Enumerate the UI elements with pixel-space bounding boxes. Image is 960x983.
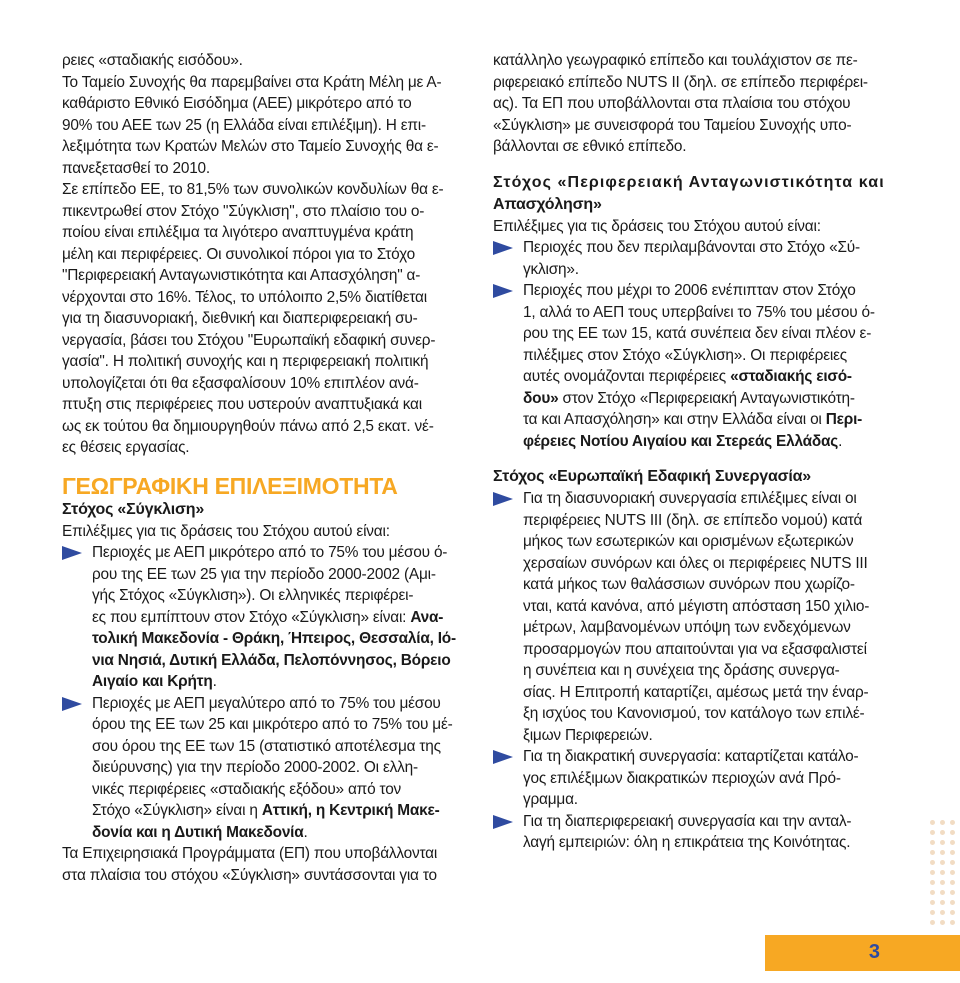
intro-paragraph — [62, 50, 466, 179]
text-line: πανεξετασθεί το 2010. — [62, 159, 210, 177]
decorative-dot — [930, 830, 935, 835]
spacer — [493, 452, 897, 466]
decorative-dot — [950, 830, 955, 835]
arrow-bullet-icon — [62, 546, 82, 560]
arrow-bullet-icon — [493, 815, 513, 829]
text-line: δου» στον Στόχο «Περιφερειακή Ανταγωνιστικότη- — [523, 389, 855, 407]
text-line: υπολογίζεται ότι θα εξασφαλίσουν 10% επιπλέον ανά- — [62, 374, 419, 392]
bullet-item — [493, 488, 897, 746]
text-line: Περιοχές που δεν περιλαμβάνονται στο Στόχο «Σύ- — [523, 239, 860, 256]
decorative-dot — [950, 860, 955, 865]
text-line: Περιοχές με ΑΕΠ μεγαλύτερο από το 75% του μέσου — [92, 694, 441, 712]
text-line: ας). Τα ΕΠ που υποβάλλονται στα πλαίσια του στόχου — [493, 95, 851, 112]
text-line: γος επιλέξιμων διακρατικών περιοχών ανά Πρό- — [523, 769, 841, 787]
text-line: τα και Απασχόληση» και στην Ελλάδα είναι οι Περι- — [523, 411, 863, 428]
text-line: γής Στόχος «Σύγκλιση»). Οι ελληνικές περιφέρει- — [92, 587, 414, 604]
decorative-dot — [950, 820, 955, 825]
closing-paragraph — [62, 843, 466, 886]
eligibility-intro — [62, 521, 466, 543]
text-line: Για τη διακρατική συνεργασία: καταρτίζεται κατάλο- — [523, 748, 859, 765]
text-line: Στόχο «Σύγκλιση» είναι η Αττική, η Κεντρική Μακε- — [92, 802, 440, 819]
text-line: λεξιμότητα των Κρατών Μελών στο Ταμείο Συνοχής θα ε- — [62, 138, 439, 155]
bullet-item — [493, 746, 897, 811]
text-line: νια Νησιά, Δυτική Ελλάδα, Πελοπόννησος, Βόρειο — [92, 651, 451, 669]
text-line: γασία". Η πολιτική συνοχής και η περιφερειακή πολιτική — [62, 353, 429, 370]
decorative-dot — [930, 850, 935, 855]
text-line: σίας. Η Επιτροπή καταρτίζει, αμέσως μετά την έναρ- — [523, 683, 869, 701]
decorative-dot — [940, 880, 945, 885]
text-line: "Περιφερειακή Ανταγωνιστικότητα και Απασχόληση" α- — [62, 267, 421, 284]
text-line: νται, κατά κανόνα, από μέγιστη απόσταση 150 χιλιο- — [523, 597, 870, 615]
continuation-paragraph — [493, 50, 897, 158]
decorative-dot — [930, 920, 935, 925]
text-line: δονία και η Δυτική Μακεδονία. — [92, 823, 308, 841]
decorative-dot — [950, 870, 955, 875]
left-column — [62, 50, 466, 886]
text-line: Επιλέξιμες για τις δράσεις του Στόχου αυτού είναι: — [493, 217, 821, 235]
text-line: διεύρυνσης) για την περίοδο 2000-2002. Οι ελλη- — [92, 759, 418, 776]
budget-paragraph — [62, 179, 466, 459]
page-number-box — [765, 935, 960, 971]
text-line: ρου της ΕΕ των 15, κατά συνέπεια δεν είναι πλέον ε- — [523, 325, 872, 342]
arrow-bullet-icon — [493, 750, 513, 764]
text-line: «Σύγκλιση» με συνεισφορά του Ταμείου Συνοχής υπο- — [493, 116, 852, 134]
decorative-dot — [940, 830, 945, 835]
decorative-dot — [940, 890, 945, 895]
text-line: 90% του ΑΕΕ των 25 (η Ελλάδα είναι επιλέξιμη). Η επι- — [62, 116, 426, 134]
text-line: σου όρου της ΕΕ των 15 (στατιστικό αποτέλεσμα της — [92, 737, 441, 755]
text-line: Τα Επιχειρησιακά Προγράμματα (ΕΠ) που υποβάλλονται — [62, 845, 438, 862]
arrow-bullet-icon — [493, 241, 513, 255]
text-line: Για τη διασυνοριακή συνεργασία επιλέξιμες είναι οι — [523, 490, 857, 507]
text-line: τολική Μακεδονία - Θράκη, Ήπειρος, Θεσσαλία, Ιό- — [92, 630, 456, 647]
section-title: ΓΕΩΓΡΑΦΙΚΗ ΕΠΙΛΕΞΙΜΟΤΗΤΑ — [62, 472, 398, 499]
decorative-dot — [950, 850, 955, 855]
text-line: η συνέπεια και η συνέχεια της δράσης συνεργα- — [523, 662, 840, 679]
decorative-dot — [930, 840, 935, 845]
text-line: βάλλονται σε εθνικό επίπεδο. — [493, 138, 687, 155]
text-line: όρου της ΕΕ των 25 και μικρότερο από το 75% του μέ- — [92, 716, 453, 733]
text-line: ες που εμπίπτουν στον Στόχο «Σύγκλιση» είναι: Ανα- — [92, 608, 444, 626]
text-line: ποίου είναι επιλέξιμα τα λιγότερο αναπτυγμένα κράτη — [62, 224, 414, 241]
text-line: για τη διασυνοριακή, διεθνική και διαπεριφερειακή συ- — [62, 310, 418, 327]
text-line: νικές περιφέρειες «σταδιακής εξόδου» από τον — [92, 780, 402, 798]
text-line: Περιοχές με ΑΕΠ μικρότερο από το 75% του μέσου ό- — [92, 544, 448, 561]
bullet-item — [493, 237, 897, 280]
decorative-dot — [940, 820, 945, 825]
text-line: Περιοχές που μέχρι το 2006 ενέπιπταν στον Στόχο — [523, 282, 856, 299]
decorative-dot — [940, 850, 945, 855]
decorative-dot — [950, 900, 955, 905]
arrow-bullet-icon — [493, 492, 513, 506]
text-line: ρειες «σταδιακής εισόδου». — [62, 52, 243, 69]
bullet-item — [493, 280, 897, 452]
decorative-dot — [950, 840, 955, 845]
text-line: ες θέσεις εργασίας. — [62, 439, 190, 456]
arrow-bullet-icon — [493, 284, 513, 298]
decorative-dot — [950, 910, 955, 915]
text-line: κατάλληλο γεωγραφικό επίπεδο και τουλάχιστον σε πε- — [493, 52, 858, 69]
subtitle-convergence: Στόχος «Σύγκλιση» — [62, 500, 205, 518]
text-line: Επιλέξιμες για τις δράσεις του Στόχου αυτού είναι: — [62, 522, 390, 540]
decorative-dot — [930, 880, 935, 885]
decorative-dot — [950, 920, 955, 925]
decorative-dot — [940, 870, 945, 875]
decorative-dot — [930, 890, 935, 895]
decorative-dot — [940, 860, 945, 865]
decorative-dot — [930, 910, 935, 915]
subtitle-competitiveness: Στόχος «Περιφερειακή Ανταγωνιστικότητα και Απασχόληση» — [493, 173, 885, 213]
decorative-dot — [940, 910, 945, 915]
decorative-dot-pattern — [926, 820, 960, 930]
text-line: ριφερειακό επίπεδο NUTS II (δηλ. σε επίπεδο περιφέρει- — [493, 73, 868, 91]
bullet-item — [62, 693, 466, 844]
text-line: γραμμα. — [523, 791, 578, 808]
text-line: στα πλαίσια του στόχου «Σύγκλιση» συντάσσονται για το — [62, 866, 437, 884]
page-number: 3 — [868, 941, 880, 963]
text-line: περιφέρειες NUTS III (δηλ. σε επίπεδο νομού) κατά — [523, 511, 863, 529]
text-line: Για τη διαπεριφερειακή συνεργασία και την ανταλ- — [523, 812, 852, 830]
text-line: καθάριστο Εθνικό Εισόδημα (ΑΕΕ) μικρότερο από το — [62, 95, 412, 112]
decorative-dot — [950, 880, 955, 885]
text-line: Το Ταμείο Συνοχής θα παρεμβαίνει στα Κράτη Μέλη με Α- — [62, 73, 442, 91]
text-line: μήκος των εσωτερικών και ορισμένων εξωτερικών — [523, 533, 854, 550]
spacer — [493, 158, 897, 172]
text-line: κατά μήκος των θαλάσσιων συνόρων που χωρίζο- — [523, 576, 855, 593]
bullet-item — [493, 811, 897, 854]
eligibility-intro — [493, 216, 897, 238]
text-line: προσαρμογών που απαιτούνται για να εξασφαλιστεί — [523, 640, 867, 658]
text-line: νέρχονται στο 16%. Τέλος, το υπόλοιπο 2,5% διατίθεται — [62, 288, 427, 306]
decorative-dot — [940, 900, 945, 905]
right-column — [493, 50, 897, 854]
text-line: μέτρων, λαμβανομένων υπόψη των ενδεχόμενων — [523, 619, 851, 636]
text-line: γκλιση». — [523, 260, 579, 278]
decorative-dot — [940, 840, 945, 845]
text-line: αυτές ονομάζονται περιφέρειες «σταδιακής εισό- — [523, 368, 852, 385]
text-line: πτυξη στις περιφέρειες που υστερούν αναπτυξιακά και — [62, 396, 422, 413]
decorative-dot — [930, 900, 935, 905]
text-line: νεργασία, βάσει του Στόχου "Ευρωπαϊκή εδαφική συνερ- — [62, 331, 436, 349]
decorative-dot — [930, 860, 935, 865]
bullet-item — [62, 542, 466, 693]
decorative-dot — [950, 890, 955, 895]
subtitle-territorial-cooperation: Στόχος «Ευρωπαϊκή Εδαφική Συνεργασία» — [493, 468, 811, 485]
decorative-dot — [940, 920, 945, 925]
text-line: πιλέξιμες στον Στόχο «Σύγκλιση». Οι περιφέρειες — [523, 346, 847, 364]
text-line: μέλη και περιφέρειες. Οι συνολικοί πόροι για το Στόχο — [62, 245, 415, 263]
text-line: λαγή εμπειριών: όλη η επικράτεια της Κοινότητας. — [523, 834, 851, 851]
text-line: φέρειες Νοτίου Αιγαίου και Στερεάς Ελλάδας. — [523, 432, 843, 450]
text-line: Αιγαίο και Κρήτη. — [92, 673, 217, 690]
text-line: ξη ισχύος του Κανονισμού, τον κατάλογο των επιλέ- — [523, 705, 865, 722]
decorative-dot — [930, 820, 935, 825]
text-line: χερσαίων συνόρων και όλες οι περιφέρειες NUTS III — [523, 554, 868, 572]
text-line: ως εκ τούτου θα δημιουργηθούν πάνω από 2,5 εκατ. νέ- — [62, 417, 434, 435]
decorative-dot — [930, 870, 935, 875]
text-line: ρου της ΕΕ των 25 για την περίοδο 2000-2002 (Αμι- — [92, 565, 436, 583]
text-line: Σε επίπεδο ΕΕ, το 81,5% των συνολικών κονδυλίων θα ε- — [62, 181, 444, 198]
text-line: ξιμων Περιφερειών. — [523, 726, 653, 744]
arrow-bullet-icon — [62, 697, 82, 711]
text-line: πικεντρωθεί στον Στόχο "Σύγκλιση", στο πλαίσιο του ο- — [62, 202, 425, 220]
text-line: 1, αλλά το ΑΕΠ τους υπερβαίνει το 75% του μέσου ό- — [523, 303, 875, 321]
